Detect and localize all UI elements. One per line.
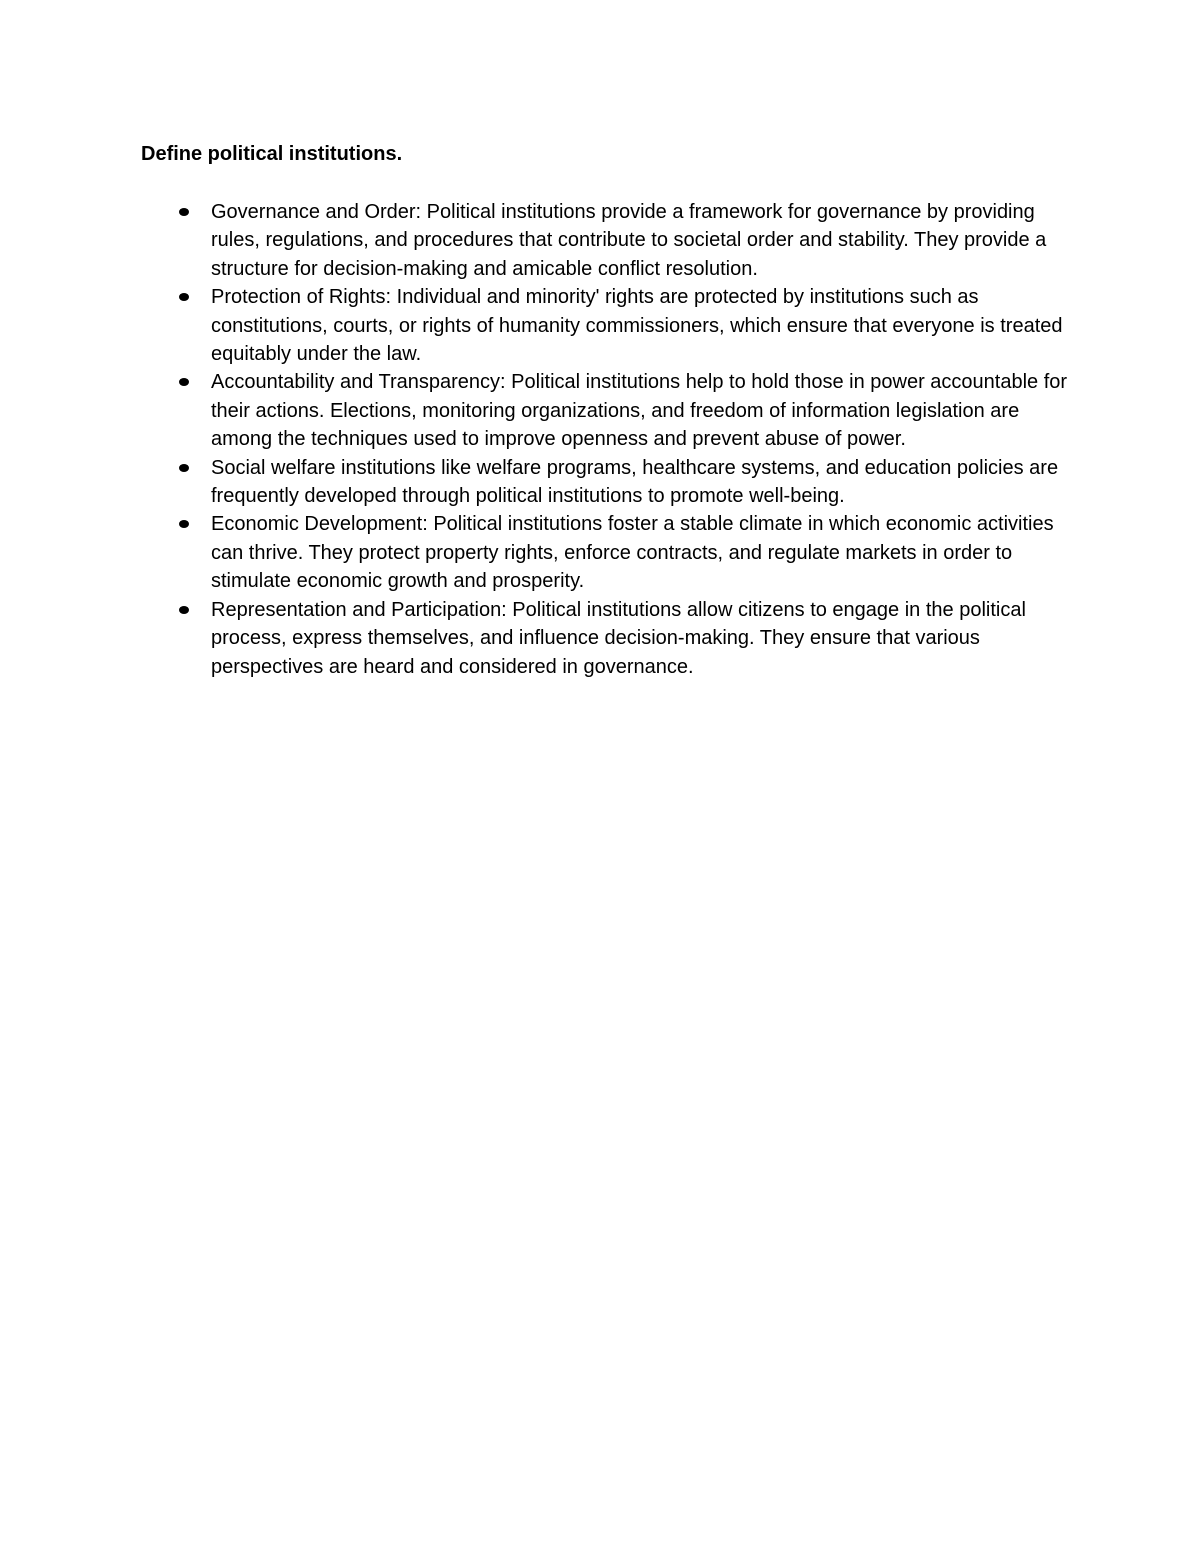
bullet-icon	[179, 606, 189, 614]
bullet-icon	[179, 293, 189, 301]
list-item-text: Representation and Participation: Political institutions allow citizens to engage in the political process, express themselves, and influence decision-making. They ensure that various perspectives are heard and considered in governance.	[211, 598, 1026, 678]
list-item	[141, 368, 1071, 453]
list-item-text: Protection of Rights: Individual and minority' rights are protected by institutions such as constitutions, courts, or rights of humanity commissioners, which ensure that everyone is treated equitably under the law.	[211, 286, 1063, 366]
bullet-list	[141, 198, 1071, 681]
list-item-text: Social welfare institutions like welfare programs, healthcare systems, and education policies are frequently developed through political institutions to promote well-being.	[211, 456, 1059, 508]
list-item	[141, 198, 1071, 283]
document-heading: Define political institutions.	[141, 143, 403, 165]
list-item	[141, 596, 1071, 681]
list-item-text: Economic Development: Political institutions foster a stable climate in which economic activities can thrive. They protect property rights, enforce contracts, and regulate markets in order to stimulate economic growth and prosperity.	[211, 513, 1054, 593]
document-body	[141, 140, 1071, 681]
list-item-text: Accountability and Transparency: Political institutions help to hold those in power accountable for their actions. Elections, monitoring organizations, and freedom of information legislation are among the techniques used to improve openness and prevent abuse of power.	[211, 371, 1068, 451]
bullet-icon	[179, 208, 189, 216]
list-item-text: Governance and Order: Political institutions provide a framework for governance by providing rules, regulations, and procedures that contribute to societal order and stability. They provide a structure for decision-making and amicable conflict resolution.	[211, 201, 1047, 280]
bullet-icon	[179, 464, 189, 472]
bullet-icon	[179, 520, 189, 528]
list-item	[141, 454, 1071, 511]
list-item	[141, 283, 1071, 368]
bullet-icon	[179, 378, 189, 386]
list-item	[141, 510, 1071, 595]
